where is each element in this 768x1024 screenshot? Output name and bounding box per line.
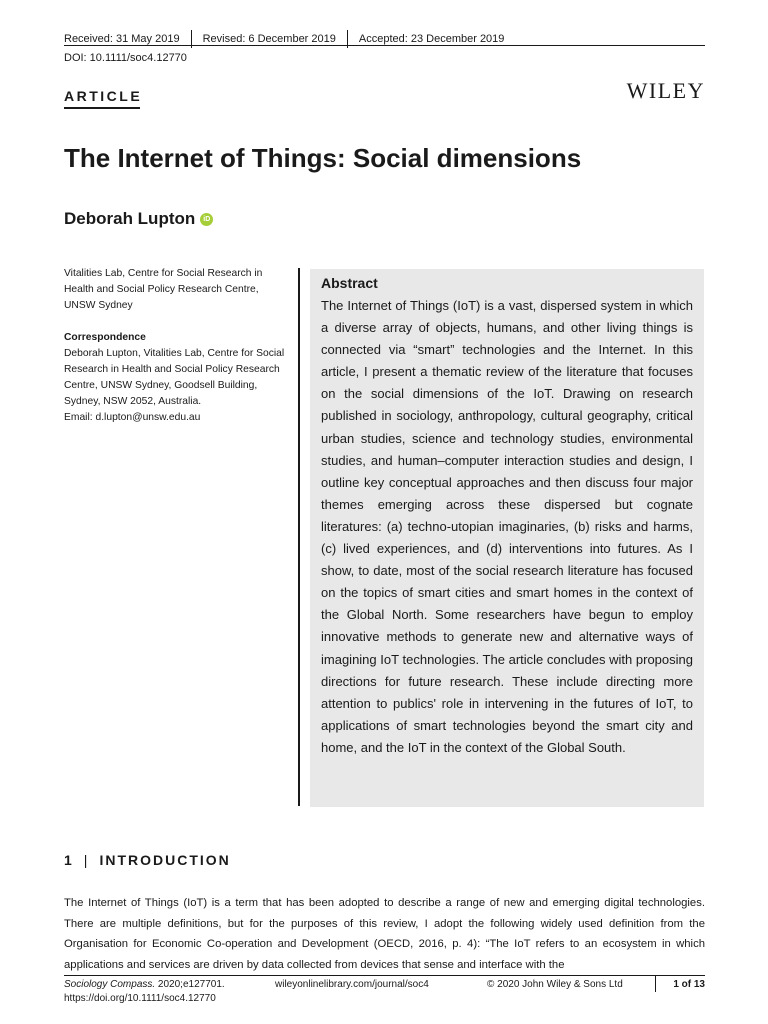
- author-name[interactable]: Deborah Lupton: [64, 209, 196, 228]
- footer-doi-link[interactable]: https://doi.org/10.1111/soc4.12770: [64, 993, 216, 1004]
- affiliation-column: [64, 266, 286, 426]
- journal-url-link[interactable]: wileyonlinelibrary.com/journal/soc4: [275, 979, 429, 990]
- publisher-logo: WILEY: [626, 78, 705, 103]
- footer-separator: [655, 976, 656, 992]
- accepted-date: Accepted: 23 December 2019: [358, 33, 505, 45]
- paper-title: The Internet of Things: Social dimensions: [64, 143, 582, 173]
- received-date: Received: 31 May 2019: [64, 33, 180, 45]
- correspondence-heading: Correspondence: [64, 332, 146, 343]
- section-divider: |: [83, 852, 90, 868]
- footer-rule: [64, 975, 705, 976]
- correspondence-text: Deborah Lupton, Vitalities Lab, Centre for Social Research in Health and Social Policy Research Centre, UNSW Sydney, Goodsell Building, Sydney, NSW 2052, Australia.: [64, 348, 285, 407]
- citation-number: 2020;e127701.: [155, 979, 225, 990]
- header-rule: [64, 45, 705, 46]
- author-line: [64, 209, 213, 229]
- copyright-notice: © 2020 John Wiley & Sons Ltd: [487, 979, 623, 990]
- doi[interactable]: DOI: 10.1111/soc4.12770: [64, 52, 187, 64]
- affiliation-text: Vitalities Lab, Centre for Social Research in Health and Social Policy Research Centre, UNSW Sydney: [64, 268, 263, 311]
- correspondence-email[interactable]: Email: d.lupton@unsw.edu.au: [64, 412, 201, 423]
- article-type-label: ARTICLE: [64, 88, 143, 104]
- page-number: 1 of 13: [673, 979, 705, 990]
- footer-citation: [64, 979, 225, 990]
- section-number: 1: [64, 852, 74, 868]
- introduction-body: The Internet of Things (IoT) is a term that has been adopted to describe a range of new and emerging digital technologies. There are multiple definitions, but for the purposes of this review, I adopt the following widely used definition from the Organisation for Economic Co-operation and Development (OECD, 2016, p. 4): “The IoT refers to an ecosystem in which applications and services are driven by data collected from devices that sense and interface with the: [64, 897, 705, 971]
- section-heading: [64, 852, 231, 868]
- revised-date: Revised: 6 December 2019: [202, 33, 336, 45]
- section-title: INTRODUCTION: [99, 852, 231, 868]
- orcid-icon[interactable]: iD: [200, 213, 213, 226]
- journal-name: Sociology Compass.: [64, 979, 156, 990]
- abstract-body: The Internet of Things (IoT) is a vast, dispersed system in which a diverse array of objects, humans, and other living things is connected via “smart” technologies and the Internet. In this article, I present a thematic review of the literature that focuses on the social dimensions of the IoT. Drawing on research published in sociology, anthropology, cultural geography, critical urban studies, science and technology studies, environmental studies, and human–computer interaction studies and design, I outline key conceptual approaches and then discuss four major themes emerging across these dispersed but cognate literatures: (a) techno-utopian imaginaries, (b) risks and harms, (c) lived experiences, and (d) interventions into futures. As I show, to date, most of the social research literature has focused on the topics of smart cities and smart homes in the context of the Global North. Some researchers have begun to employ innovative methods to generate new and alternative ways of imagining IoT technologies. The article concludes with proposing directions for future research. These include directing more attention to publics' role in intervening in the futures of IoT, to applications of smart technologies beyond the smart city and home, and the IoT in the context of the Global South.: [321, 298, 693, 755]
- abstract-box: [310, 269, 704, 807]
- abstract-heading: Abstract: [321, 275, 378, 291]
- column-divider: [298, 268, 300, 806]
- article-label-underline: [64, 107, 140, 109]
